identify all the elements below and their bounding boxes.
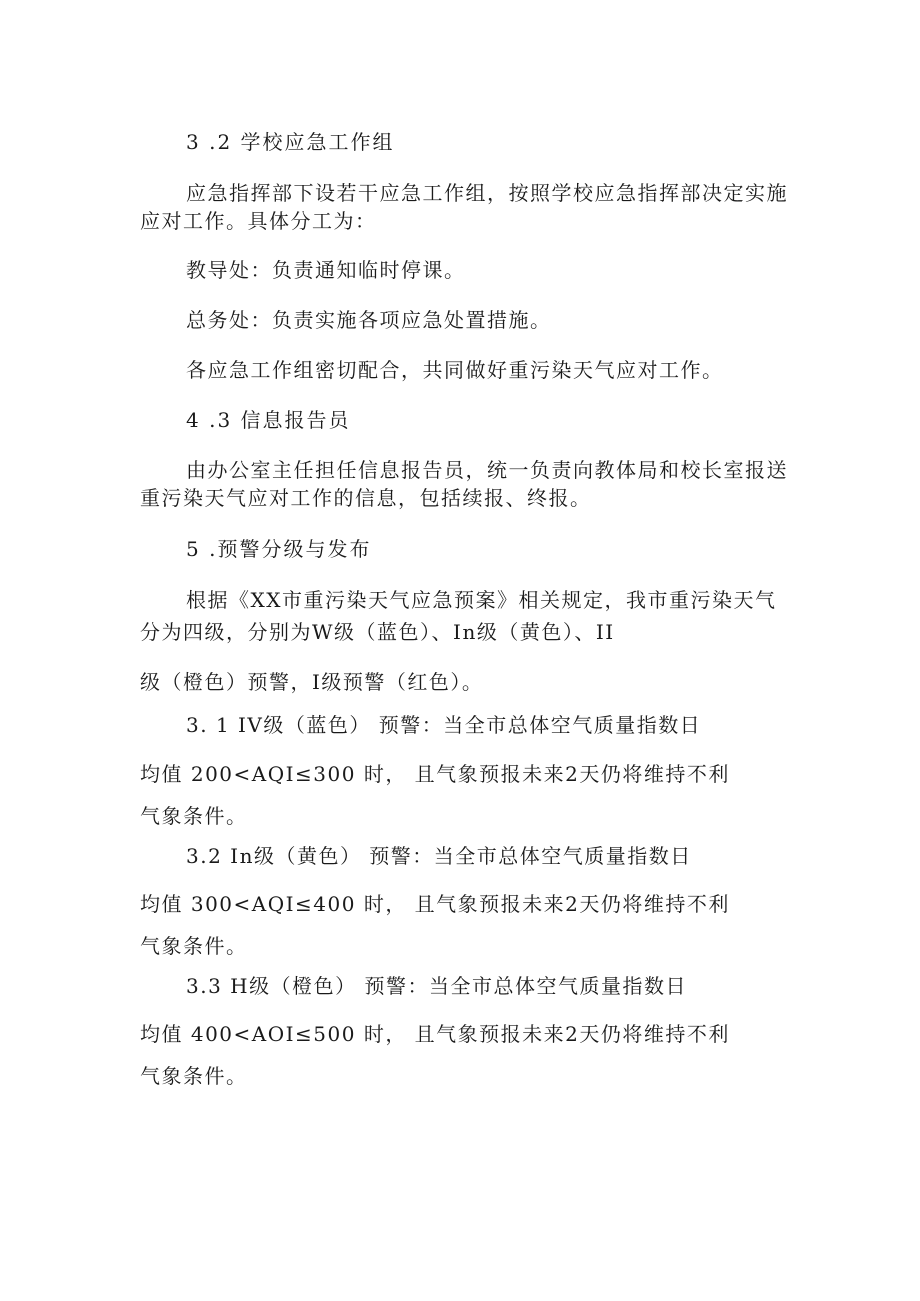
warning-level-item-line: 3.2 In级（黄色） 预警：当全市总体空气质量指数日 [186,844,692,868]
warning-level-item-line: 均值 400<AOI≤500 时， 且气象预报未来2天仍将维持不利 [140,1022,730,1046]
warning-level-item-line: 均值 300<AQI≤400 时， 且气象预报未来2天仍将维持不利 [140,892,730,916]
warning-level-item-line: 气象条件。 [140,934,248,958]
paragraph-line: 应急指挥部下设若干应急工作组，按照学校应急指挥部决定实施 [186,181,788,205]
warning-level-item-line: 3. 1 IV级（蓝色） 预警：当全市总体空气质量指数日 [186,713,702,737]
paragraph-line: 根据《XX市重污染天气应急预案》相关规定，我市重污染天气 [186,588,777,612]
warning-level-item-line: 均值 200<AQI≤300 时， 且气象预报未来2天仍将维持不利 [140,762,730,786]
section-heading-3-2: 3 .2 学校应急工作组 [186,130,395,154]
paragraph-line: 教导处：负责通知临时停课。 [186,258,466,282]
paragraph-line: 级（橙色）预警，I级预警（红色）。 [140,670,484,694]
paragraph-line: 由办公室主任担任信息报告员，统一负责向教体局和校长室报送 [186,458,788,482]
section-heading-4-3: 4 .3 信息报告员 [186,408,351,432]
warning-level-item-line: 3.3 H级（橙色） 预警：当全市总体空气质量指数日 [186,974,687,998]
section-heading-5: 5 .预警分级与发布 [186,537,372,561]
paragraph-line: 分为四级，分别为W级（蓝色）、In级（黄色）、II [140,620,615,644]
paragraph-line: 总务处：负责实施各项应急处置措施。 [186,308,552,332]
paragraph-line: 各应急工作组密切配合，共同做好重污染天气应对工作。 [186,358,724,382]
warning-level-item-line: 气象条件。 [140,804,248,828]
paragraph-line: 应对工作。具体分工为： [140,209,377,233]
paragraph-line: 重污染天气应对工作的信息，包括续报、终报。 [140,486,592,510]
warning-level-item-line: 气象条件。 [140,1064,248,1088]
